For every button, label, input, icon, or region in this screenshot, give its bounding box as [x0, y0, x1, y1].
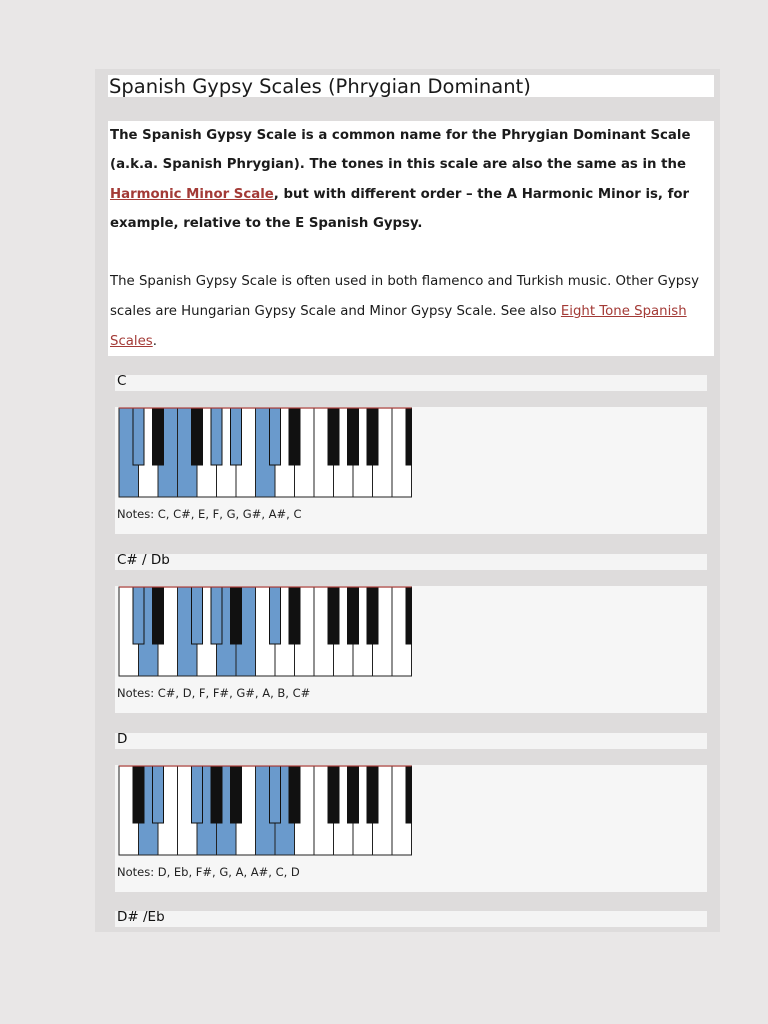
black-key — [231, 408, 242, 465]
intro-paragraph-2 — [110, 267, 710, 357]
page-content — [95, 69, 720, 932]
scale-panel-c-sharp — [115, 586, 707, 713]
black-key — [406, 587, 412, 644]
black-key — [231, 766, 242, 823]
black-key — [192, 587, 203, 644]
black-key — [153, 587, 164, 644]
black-key — [153, 766, 164, 823]
page-title: Spanish Gypsy Scales (Phrygian Dominant) — [109, 75, 531, 98]
black-key — [270, 587, 281, 644]
black-key — [133, 766, 144, 823]
black-key — [211, 408, 222, 465]
section-label-text: C — [117, 373, 127, 389]
section-label-text: D# /Eb — [117, 909, 165, 925]
black-key — [367, 766, 378, 823]
eight-tone-spanish-scales-link[interactable]: Eight Tone Spanish Scales — [110, 304, 687, 349]
scale-panel-d — [115, 765, 707, 892]
section-label-c-sharp — [115, 554, 707, 570]
intro-block — [108, 121, 714, 356]
intro-paragraph-1 — [110, 121, 710, 238]
black-key — [133, 408, 144, 465]
piano-keyboard-d — [118, 765, 412, 856]
black-key — [192, 408, 203, 465]
black-key — [192, 766, 203, 823]
title-bar — [108, 75, 714, 97]
section-label-c — [115, 375, 707, 391]
harmonic-minor-scale-link[interactable]: Harmonic Minor Scale — [110, 186, 274, 202]
scale-notes-c: Notes: C, C#, E, F, G, G#, A#, C — [117, 507, 302, 521]
black-key — [289, 408, 300, 465]
black-key — [406, 408, 412, 465]
piano-keyboard-c-sharp — [118, 586, 412, 677]
black-key — [406, 766, 412, 823]
scale-notes-c-sharp: Notes: C#, D, F, F#, G#, A, B, C# — [117, 686, 311, 700]
black-key — [133, 587, 144, 644]
black-key — [270, 766, 281, 823]
black-key — [153, 408, 164, 465]
black-key — [328, 408, 339, 465]
intro-text-1b: , but with different order – the A Harmonic Minor is, for example, relative to the E Spanish Gypsy. — [110, 186, 690, 231]
section-label-text: D — [117, 731, 128, 747]
black-key — [270, 408, 281, 465]
black-key — [211, 587, 222, 644]
black-key — [289, 587, 300, 644]
intro-text-2a: The Spanish Gypsy Scale is often used in both flamenco and Turkish music. Other Gypsy scales are Hungarian Gypsy Scale and Minor Gypsy Scale. See also — [110, 274, 699, 319]
black-key — [367, 587, 378, 644]
intro-text-1a: The Spanish Gypsy Scale is a common name for the Phrygian Dominant Scale (a.k.a. Spanish Phrygian). The tones in this scale are also the same as in the — [110, 128, 691, 173]
section-label-d-sharp — [115, 911, 707, 927]
black-key — [348, 408, 359, 465]
black-key — [348, 766, 359, 823]
black-key — [367, 408, 378, 465]
black-key — [328, 587, 339, 644]
black-key — [348, 587, 359, 644]
black-key — [211, 766, 222, 823]
piano-keyboard-c — [118, 407, 412, 498]
scale-panel-c — [115, 407, 707, 534]
intro-text-2b: . — [152, 334, 157, 349]
black-key — [289, 766, 300, 823]
black-key — [328, 766, 339, 823]
section-label-d — [115, 733, 707, 749]
scale-notes-d: Notes: D, Eb, F#, G, A, A#, C, D — [117, 865, 300, 879]
black-key — [231, 587, 242, 644]
section-label-text: C# / Db — [117, 552, 170, 568]
